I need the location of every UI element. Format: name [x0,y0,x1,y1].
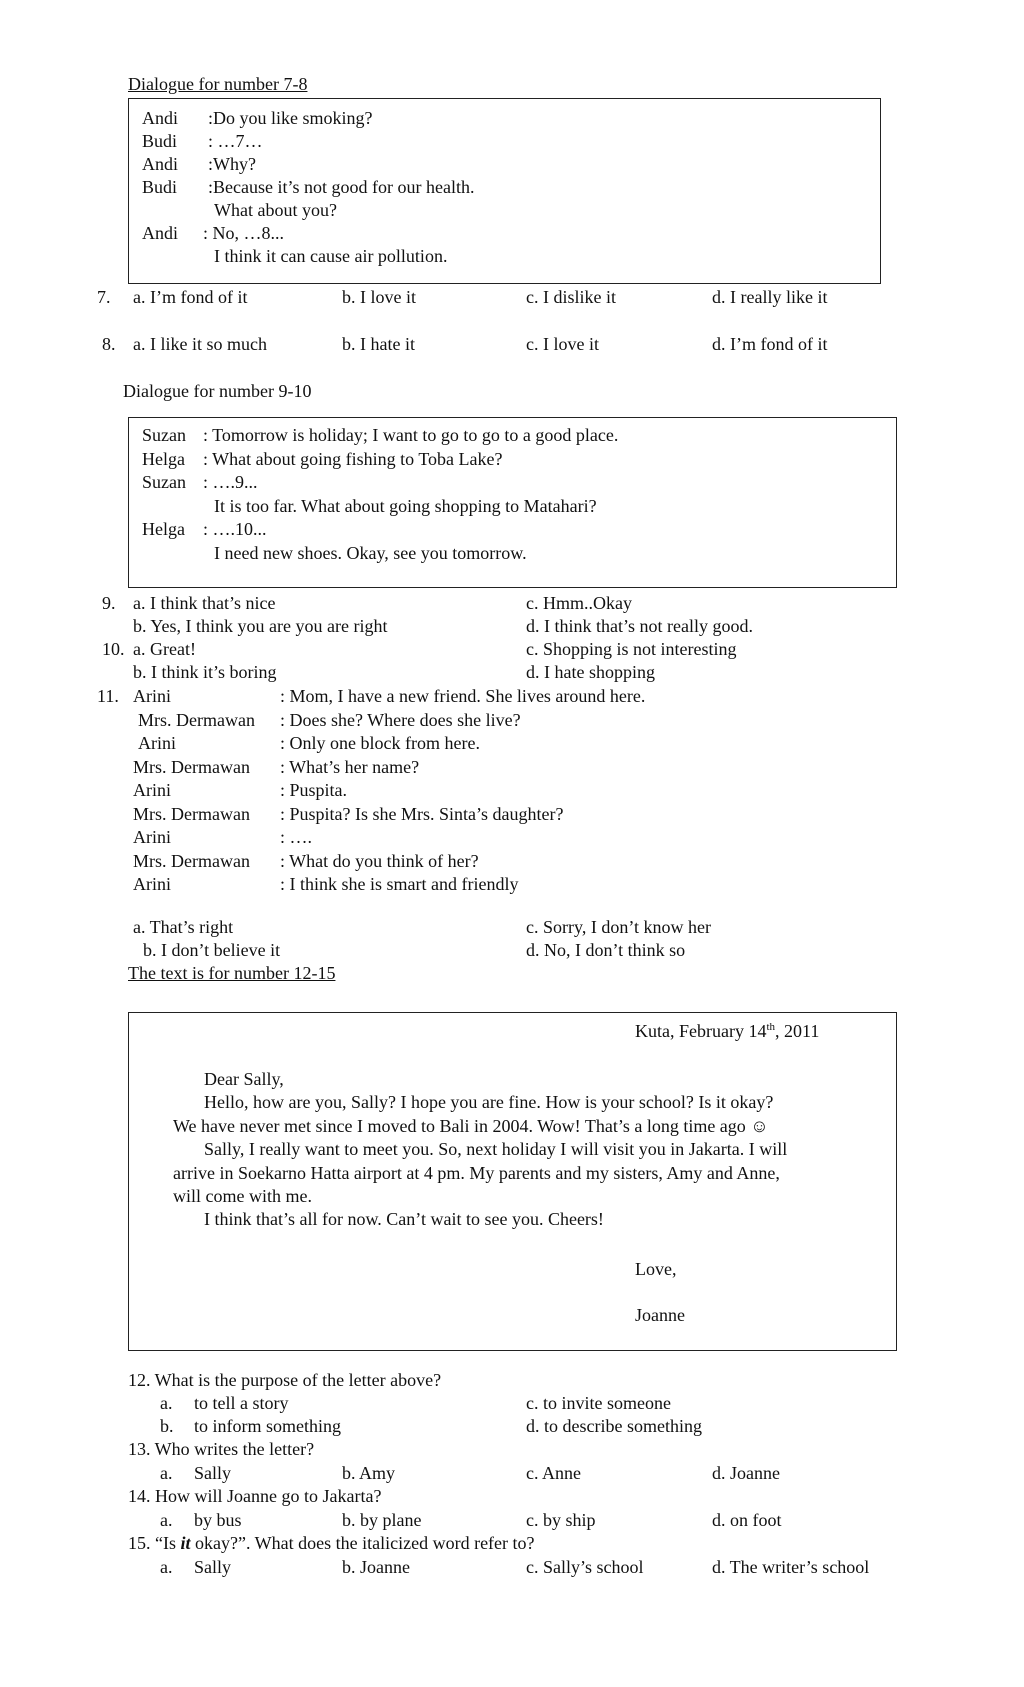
option-d: d. Joanne [712,1463,780,1483]
dialogue-line: I need new shoes. Okay, see you tomorrow. [214,542,527,563]
speaker: Arini [133,827,171,847]
option-a: a. I think that’s nice [133,593,276,613]
speaker: Arini [133,874,171,894]
dialogue-line: : Tomorrow is holiday; I want to go to go to a good place. [203,425,619,445]
dialogue-line: : Does she? Where does she live? [280,709,521,730]
question-13-text: 13. Who writes the letter? [128,1439,315,1459]
option-b: b. I love it [342,287,416,307]
letter-line: I think that’s all for now. Can’t wait to see you. Cheers! [204,1209,604,1230]
dialogue-9-10-box [128,417,897,588]
speaker: Arini [138,733,176,753]
option-c: c. Hmm..Okay [526,593,632,613]
speaker: Helga [142,519,185,539]
letter-date: Kuta, February 14th, 2011 [635,1021,820,1041]
speaker: Mrs. Dermawan [133,756,250,777]
dialogue-line: : Puspita. [280,780,348,800]
option-d: d. No, I don’t think so [526,940,686,960]
speaker: Andi [142,108,178,128]
letter-body-a [204,1068,773,1115]
letter-line: We have never met since I moved to Bali in 2004. Wow! That’s a long time ago ☺ [173,1116,769,1136]
speaker: Helga [142,448,185,469]
option-c: c. Sorry, I don’t know her [526,917,711,937]
letter-line: Hello, how are you, Sally? I hope you are fine. How is your school? Is it okay? [204,1092,774,1113]
letter-box [128,1012,897,1351]
option-d: d. I’m fond of it [712,334,828,354]
speaker: Arini [133,780,171,800]
option-a-letter: a. [160,1393,173,1413]
letter-closing: Love, [635,1259,677,1279]
option-b: b. I think it’s boring [133,662,277,682]
speaker: Suzan [142,472,186,492]
option-b: b. Joanne [342,1557,410,1577]
option-c: c. Shopping is not interesting [526,639,737,659]
question-number: 11. [97,686,119,706]
dialogue-11-speakers [133,685,255,897]
dialogue-line: : What do you think of her? [280,850,479,871]
option-d: d. I think that’s not really good. [526,616,753,636]
question-14-text: 14. How will Joanne go to Jakarta? [128,1486,382,1506]
option-d: d. on foot [712,1510,782,1530]
letter-signature: Joanne [635,1305,685,1325]
question-12-text: 12. What is the purpose of the letter above? [128,1370,442,1390]
option-d: d. I hate shopping [526,662,655,682]
option-b: b. Yes, I think you are you are right [133,616,388,636]
question-number: 10. [102,639,125,659]
dialogue-line: : No, …8... [203,223,284,243]
dialogue-7-8-lines [129,107,474,268]
option-d: d. to describe something [526,1416,702,1436]
question-number: 9. [102,593,116,613]
option-d: d. The writer’s school [712,1557,870,1577]
dialogue-line: : ….10... [203,519,267,539]
option-c: c. Sally’s school [526,1557,644,1577]
speaker: Mrs. Dermawan [133,850,250,871]
dialogue-line: : What about going fishing to Toba Lake? [203,448,503,469]
speaker: Andi [142,154,178,174]
option-b: b. I don’t believe it [143,940,281,960]
speaker: Arini [133,686,171,706]
dialogue-9-10-lines [129,424,618,565]
dialogue-line: What about you? [214,200,337,220]
option-b: b. I hate it [342,334,415,354]
letter-greeting: Dear Sally, [204,1069,284,1089]
text-12-15-title: The text is for number 12-15 [128,963,336,983]
dialogue-line: : Mom, I have a new friend. She lives around here. [280,686,646,706]
speaker: Suzan [142,425,186,445]
dialogue-line: :Because it’s not good for our health. [208,177,475,197]
dialogue-line: : …. [280,827,313,847]
letter-line: will come with me. [173,1185,312,1206]
option-b: b. Amy [342,1463,396,1483]
speaker: Mrs. Dermawan [138,709,255,730]
speaker: Andi [142,223,178,243]
dialogue-7-8-title: Dialogue for number 7-8 [128,74,308,94]
option-c: c. Anne [526,1463,581,1483]
option-c: c. I dislike it [526,287,616,307]
option-b: b. by plane [342,1510,422,1530]
option-a: by bus [194,1510,242,1530]
option-a-letter: a. [160,1463,173,1483]
option-a: a. I’m fond of it [133,287,248,307]
option-a-letter: a. [160,1557,173,1577]
option-d: d. I really like it [712,287,828,307]
option-a: a. That’s right [133,917,234,937]
dialogue-line: : Puspita? Is she Mrs. Sinta’s daughter? [280,803,564,824]
option-b-letter: b. [160,1416,174,1436]
dialogue-line: : …7… [208,131,263,151]
speaker: Budi [142,177,178,197]
dialogue-9-10-title: Dialogue for number 9-10 [123,381,312,401]
speaker: Mrs. Dermawan [133,803,250,824]
question-number: 7. [97,287,111,307]
question-15-text: 15. “Is it okay?”. What does the italicized word refer to? [128,1533,535,1553]
option-c: c. to invite someone [526,1393,671,1413]
letter-line: Sally, I really want to meet you. So, next holiday I will visit you in Jakarta. I will [204,1139,788,1160]
letter-line: arrive in Soekarno Hatta airport at 4 pm. My parents and my sisters, Amy and Anne, [173,1162,780,1183]
option-c: c. by ship [526,1510,596,1530]
dialogue-line: : ….9... [203,472,258,492]
option-c: c. I love it [526,334,599,354]
dialogue-line: I think it can cause air pollution. [214,246,448,266]
dialogue-11-lines [280,685,645,897]
option-a: a. Great! [133,639,196,659]
dialogue-line: :Why? [208,154,256,174]
dialogue-7-8-box [128,98,881,284]
dialogue-line: It is too far. What about going shopping to Matahari? [214,495,597,516]
option-a-letter: a. [160,1510,173,1530]
option-a: Sally [194,1463,232,1483]
option-b: to inform something [194,1416,341,1436]
dialogue-line: :Do you like smoking? [208,108,373,128]
letter-body-b [173,1115,787,1231]
option-a: to tell a story [194,1393,289,1413]
dialogue-line: : I think she is smart and friendly [280,874,519,894]
dialogue-line: : Only one block from here. [280,733,480,753]
question-number: 8. [102,334,116,354]
speaker: Budi [142,131,178,151]
option-a: a. I like it so much [133,334,267,354]
dialogue-line: : What’s her name? [280,756,420,777]
option-a: Sally [194,1557,232,1577]
